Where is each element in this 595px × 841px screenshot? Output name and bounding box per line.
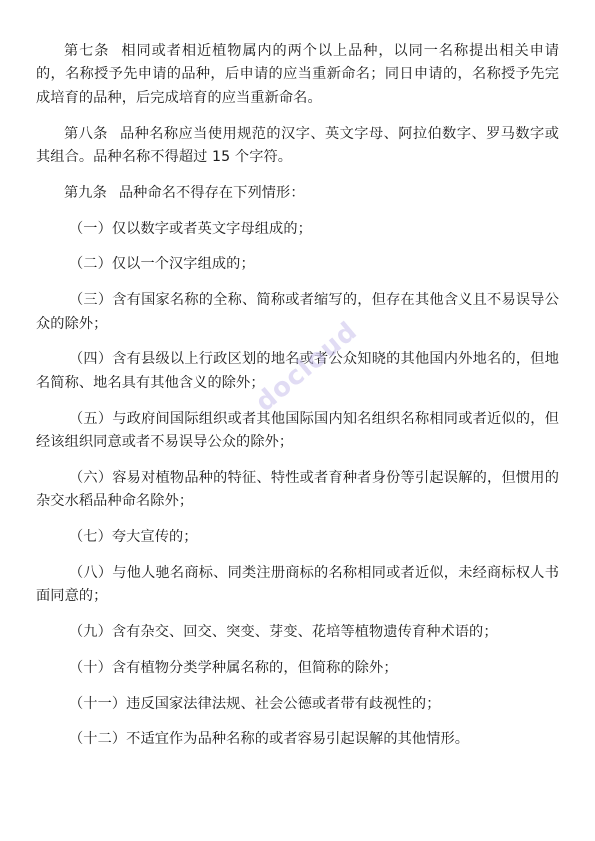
article-text: 相同或者相近植物属内的两个以上品种，以同一名称提出相关申请的，名称授予先申请的品种，后申请的应当重新命名；同日申请的，名称授予先完成培育的品种，后完成培育的应当重新命名。	[36, 43, 559, 106]
article-7	[36, 40, 559, 110]
article-8	[36, 123, 559, 170]
list-item: （七）夸大宣传的；	[69, 529, 198, 546]
article-text: 品种名称应当使用规范的汉字、英文字母、阿拉伯数字、罗马数字或其组合。品种名称不得超过 15 个字符。	[36, 125, 559, 166]
list-item: （十）含有植物分类学种属名称的，但简称的除外；	[69, 659, 398, 676]
list-item: （九）含有杂交、回交、突变、芽变、花培等植物遗传育种术语的；	[69, 624, 498, 641]
article-9	[36, 182, 559, 205]
article-text: 品种命名不得存在下列情形：	[118, 184, 305, 201]
article-number: 第七条	[64, 43, 110, 59]
list-item: （六）容易对植物品种的特征、特性或者育种者身份等引起误解的，但惯用的杂交水稻品种命名除外；	[36, 469, 559, 510]
list-item: （十一）违反国家法律法规、社会公德或者带有歧视性的；	[69, 695, 441, 712]
watermark: docloud	[250, 316, 364, 418]
list-item: （三）含有国家名称的全称、简称或者缩写的，但存在其他含义且不易误导公众的除外；	[36, 292, 559, 332]
list-item: （八）与他人驰名商标、同类注册商标的名称相同或者近似，未经商标权人书面同意的；	[36, 564, 559, 605]
article-number: 第八条	[64, 125, 108, 142]
list-item: （一）仅以数字或者英文字母组成的；	[69, 220, 312, 237]
list-item: （十二）不适宜作为品种名称的或者容易引起误解的其他情形。	[69, 731, 470, 748]
list-item: （四）含有县级以上行政区划的地名或者公众知晓的其他国内外地名的，但地名简称、地名具有其他含义的除外；	[36, 351, 559, 391]
list-item: （五）与政府间国际组织或者其他国际国内知名组织名称相同或者近似的，但经该组织同意或者不易误导公众的除外；	[36, 410, 559, 451]
article-number: 第九条	[64, 184, 107, 201]
document-body	[36, 40, 559, 764]
list-item: （二）仅以一个汉字组成的；	[69, 256, 255, 273]
